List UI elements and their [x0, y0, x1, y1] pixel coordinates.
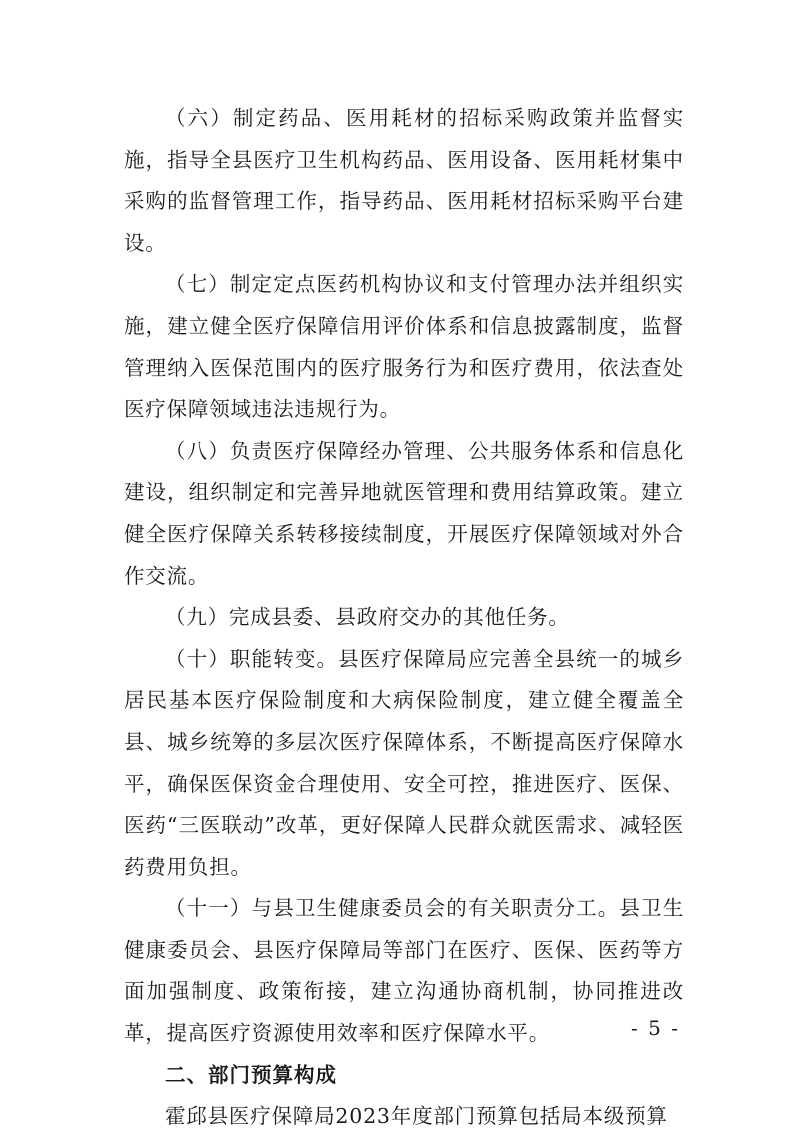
paragraph-item-6: （六）制定药品、医用耗材的招标采购政策并监督实施，指导全县医疗卫生机构药品、医用设备、医用耗材集中采购的监督管理工作，指导药品、医用耗材招标采购平台建设。 [124, 106, 684, 255]
paragraph-item-10: （十）职能转变。县医疗保障局应完善全县统一的城乡居民基本医疗保险制度和大病保险制度，建立健全覆盖全县、城乡统筹的多层次医疗保障体系，不断提高医疗保障水平，确保医保资金合理使用、安全可控，推进医疗、医保、医药“三医联动”改革，更好保障人民群众就医需求、减轻医药费用负担。 [124, 646, 684, 879]
final-paragraph: 霍邱县医疗保障局2023年度部门预算包括局本级预算 [165, 1104, 668, 1129]
section-heading: 二、部门预算构成 [165, 1062, 337, 1087]
document-body [124, 98, 684, 1138]
paragraph-item-8: （八）负责医疗保障经办管理、公共服务体系和信息化建设，组织制定和完善异地就医管理和费用结算政策。建立健全医疗保障关系转移接续制度，开展医疗保障领域对外合作交流。 [124, 438, 684, 588]
paragraph-item-11: （十一）与县卫生健康委员会的有关职责分工。县卫生健康委员会、县医疗保障局等部门在医疗、医保、医药等方面加强制度、政策衔接，建立沟通协商机制，协同推进改革，提高医疗资源使用效率和医疗保障水平。 [124, 896, 684, 1046]
paragraph-item-7: （七）制定定点医药机构协议和支付管理办法并组织实施，建立健全医疗保障信用评价体系和信息披露制度，监督管理纳入医保范围内的医疗服务行为和医疗费用，依法查处医疗保障领域违法违规行为。 [124, 272, 684, 422]
paragraph-item-9: （九）完成县委、县政府交办的其他任务。 [165, 605, 570, 630]
page-number: - 5 - [631, 1016, 680, 1040]
